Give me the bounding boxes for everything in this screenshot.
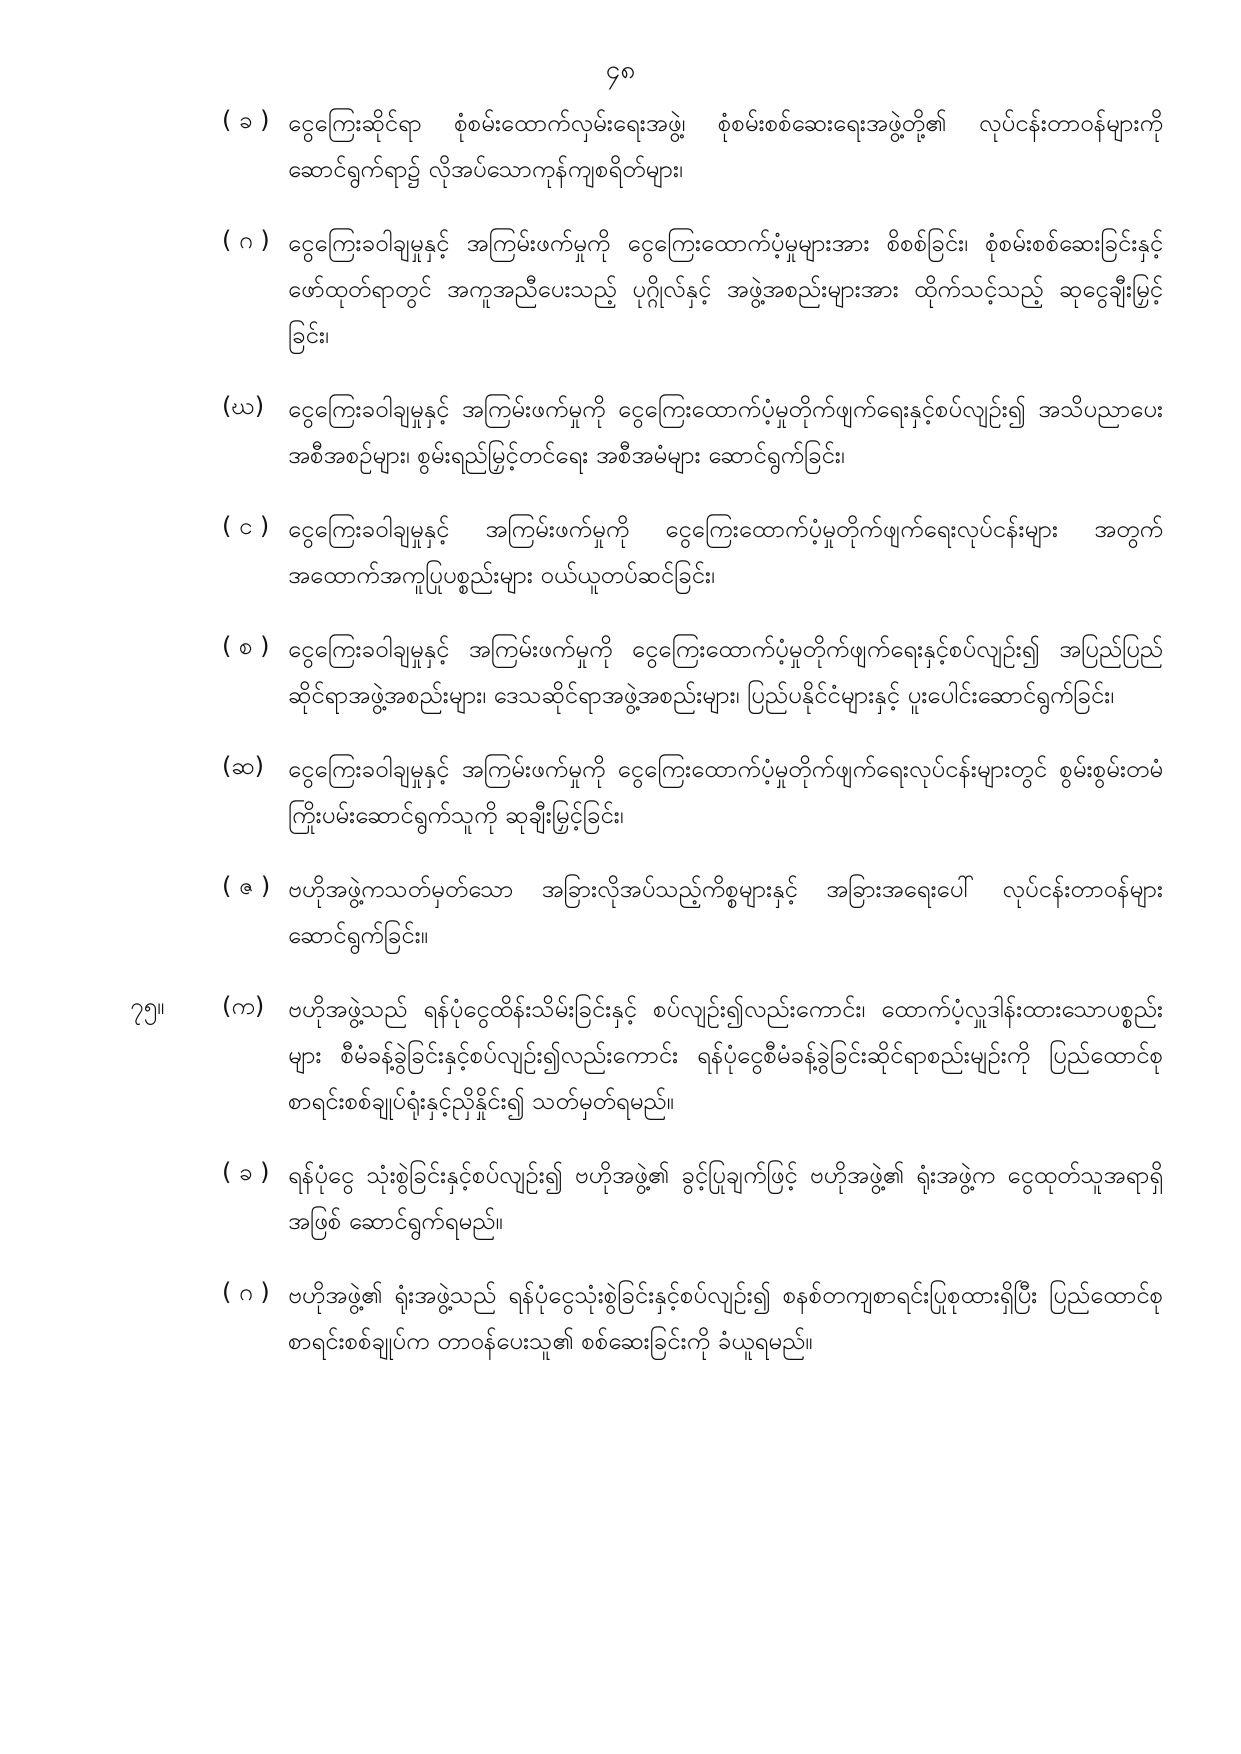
clause-marker: ( ခ ) [222, 1158, 270, 1186]
clause-marker: ( င ) [222, 512, 270, 540]
clause-list [0, 100, 1241, 1392]
clause-marker: ( ခ ) [222, 106, 270, 134]
clause-marker: ( စ ) [222, 632, 270, 660]
clause-marker: ( ဇ ) [222, 872, 271, 900]
clause-text: ဗဟိုအဖွဲ့၏ ရုံးအဖွဲ့သည် ရန်ပုံငွေသုံးစွဲခြင်းနှင့်စပ်လျဉ်း၍ စနစ်တကျစာရင်းပြုစုထားရှိပြီး ပြည်ထောင်စုစာရင်းစစ်ချုပ်က တာဝန်ပေးသူ၏ စစ်ဆေးခြင်းကို ခံယူရမည်။ [288, 1281, 1163, 1355]
clause-item [0, 866, 1241, 958]
clause-item [0, 986, 1241, 1124]
clause-text: ငွေကြေးခဝါချမှုနှင့် အကြမ်းဖက်မှုကို ငွေကြေးထောက်ပံ့မှုတိုက်ဖျက်ရေးလုပ်ငန်းများတွင် စွမ်းစွမ်းတမံ ကြိုးပမ်းဆောင်ရွက်သူကို ဆုချီးမြှင့်ခြင်း၊ [288, 755, 1163, 829]
clause-item [0, 220, 1241, 358]
clause-text: ငွေကြေးခဝါချမှုနှင့် အကြမ်းဖက်မှုကို ငွေကြေးထောက်ပံ့မှုတိုက်ဖျက်ရေးနှင့်စပ်လျဉ်း၍ အပြည်ပြည်ဆိုင်ရာအဖွဲ့အစည်းများ၊ ဒေသဆိုင်ရာအဖွဲ့အစည်းများ၊ ပြည်ပနိုင်ငံများနှင့် ပူးပေါင်းဆောင်ရွက်ခြင်း၊ [288, 635, 1163, 709]
clause-item [0, 1272, 1241, 1364]
clause-item [0, 506, 1241, 598]
clause-item [0, 1152, 1241, 1244]
clause-text: ဗဟိုအဖွဲ့ကသတ်မှတ်သော အခြားလိုအပ်သည့်ကိစ္စများနှင့် အခြားအရေးပေါ် လုပ်ငန်းတာဝန်များ ဆောင်ရွက်ခြင်း။ [288, 875, 1163, 949]
clause-item [0, 626, 1241, 718]
clause-marker: ( ဂ ) [222, 226, 270, 254]
clause-item [0, 386, 1241, 478]
clause-text: ဗဟိုအဖွဲ့သည် ရန်ပုံငွေထိန်းသိမ်းခြင်းနှင့် စပ်လျဉ်း၍လည်းကောင်း၊ ထောက်ပံ့လှူဒါန်းထားသောပစ္စည်းများ စီမံခန့်ခွဲခြင်းနှင့်စပ်လျဉ်း၍လည်းကောင်း ရန်ပုံငွေစီမံခန့်ခွဲခြင်းဆိုင်ရာစည်းမျဉ်းကို ပြည်ထောင်စုစာရင်းစစ်ချုပ်ရုံးနှင့်ညှိနှိုင်း၍ သတ်မှတ်ရမည်။ [288, 995, 1163, 1115]
clause-text: ငွေကြေးဆိုင်ရာ စုံစမ်းထောက်လှမ်းရေးအဖွဲ့၊ စုံစမ်းစစ်ဆေးရေးအဖွဲ့တို့၏ လုပ်ငန်းတာဝန်များကို ဆောင်ရွက်ရာ၌ လိုအပ်သောကုန်ကျစရိတ်များ၊ [288, 109, 1163, 183]
clause-text: ရန်ပုံငွေ သုံးစွဲခြင်းနှင့်စပ်လျဉ်း၍ ဗဟိုအဖွဲ့၏ ခွင့်ပြုချက်ဖြင့် ဗဟိုအဖွဲ့၏ ရုံးအဖွဲ့က ငွေထုတ်သူအရာရှိအဖြစ် ဆောင်ရွက်ရမည်။ [288, 1161, 1163, 1235]
clause-marker: (ဆ) [222, 752, 264, 780]
clause-text: ငွေကြေးခဝါချမှုနှင့် အကြမ်းဖက်မှုကို ငွေကြေးထောက်ပံ့မှုများအား စိစစ်ခြင်း၊ စုံစမ်းစစ်ဆေးခြင်းနှင့် ဖော်ထုတ်ရာတွင် အကူအညီပေးသည့် ပုဂ္ဂိုလ်နှင့် အဖွဲ့အစည်းများအား ထိုက်သင့်သည့် ဆုငွေချီးမြှင့်ခြင်း၊ [288, 229, 1163, 349]
clause-text: ငွေကြေးခဝါချမှုနှင့် အကြမ်းဖက်မှုကို ငွေကြေးထောက်ပံ့မှုတိုက်ဖျက်ရေးလုပ်ငန်းများ အတွက် အထောက်အကူပြုပစ္စည်းများ ဝယ်ယူတပ်ဆင်ခြင်း၊ [288, 515, 1163, 589]
clause-item [0, 746, 1241, 838]
clause-item [0, 100, 1241, 192]
clause-marker: (ဃ) [222, 392, 265, 420]
clause-text: ငွေကြေးခဝါချမှုနှင့် အကြမ်းဖက်မှုကို ငွေကြေးထောက်ပံ့မှုတိုက်ဖျက်ရေးနှင့်စပ်လျဉ်း၍ အသိပညာပေးအစီအစဉ်များ၊ စွမ်းရည်မြှင့်တင်ရေး အစီအမံများ ဆောင်ရွက်ခြင်း၊ [288, 395, 1163, 469]
clause-marker: ( ဂ ) [222, 1278, 270, 1306]
clause-marker: (က) [222, 992, 265, 1020]
section-number: ၇၅။ [130, 992, 165, 1020]
page-number: ၄၈ [605, 55, 636, 85]
